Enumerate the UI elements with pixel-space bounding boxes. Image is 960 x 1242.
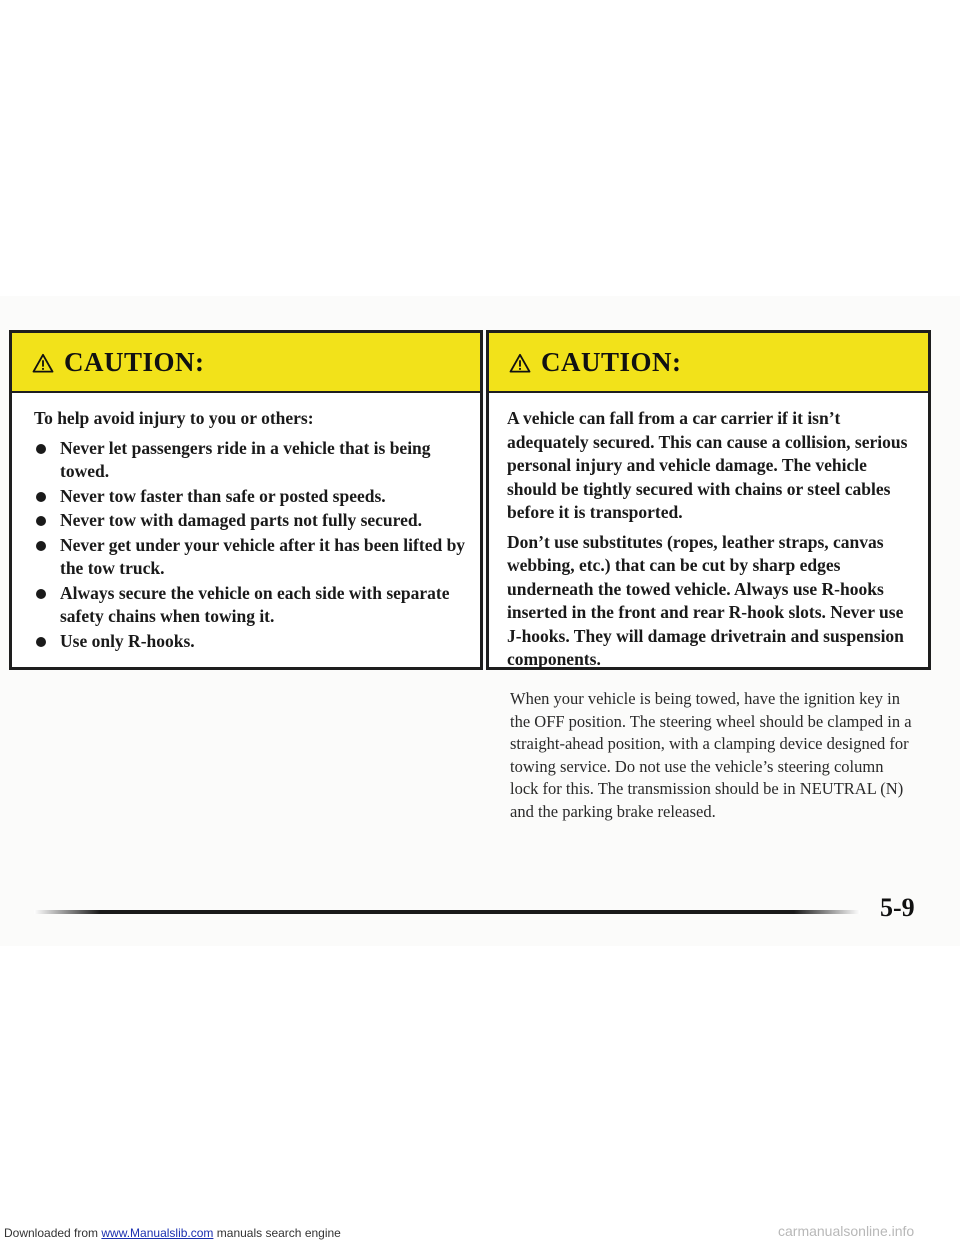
bullet-dot-icon	[36, 637, 46, 647]
caution-bullet-item	[34, 485, 466, 509]
bullet-dot-icon	[36, 516, 46, 526]
footer-suffix: manuals search engine	[213, 1226, 341, 1240]
watermark: carmanualsonline.info	[778, 1223, 915, 1239]
towing-instructions-paragraph: When your vehicle is being towed, have the ignition key in the OFF position. The steering wheel should be clamped in a straight-ahead position, with a clamping device designed for towing service. Do not use the vehicle’s steering column lock for this. The transmission should be in NEUTRAL (N) and the parking brake released.	[510, 689, 912, 821]
footer-prefix: Downloaded from	[4, 1226, 102, 1240]
caution-header-right	[489, 333, 928, 393]
caution-bullet-text: Use only R-hooks.	[60, 630, 195, 651]
caution-box-right	[486, 330, 931, 670]
warning-triangle-icon	[509, 353, 531, 373]
caution-bullet-text: Always secure the vehicle on each side with separate safety chains when towing it.	[60, 582, 450, 626]
caution-title-right: CAUTION:	[541, 346, 682, 377]
caution-title-left: CAUTION:	[64, 346, 205, 377]
caution-bullet-item	[34, 509, 466, 533]
bullet-dot-icon	[36, 589, 46, 599]
caution-body-right	[489, 393, 928, 688]
caution-box-left	[9, 330, 483, 670]
footer-rule	[34, 910, 860, 914]
caution-bullet-text: Never tow with damaged parts not fully secured.	[60, 510, 422, 530]
caution-bullet-text: Never let passengers ride in a vehicle that is being towed.	[60, 437, 431, 481]
caution-paragraph: Don’t use substitutes (ropes, leather straps, canvas webbing, etc.) that can be cut by sharp edges underneath the towed vehicle. Always use R-hooks inserted in the front and rear R-hook slots. Never use J-hooks. They will damage drivetrain and suspension components.	[507, 531, 904, 669]
bullet-dot-icon	[36, 444, 46, 454]
caution-bullet-item	[34, 534, 466, 581]
caution-header-left	[12, 333, 480, 393]
caution-bullet-list	[34, 437, 466, 654]
caution-bullet-item	[34, 630, 466, 654]
warning-triangle-icon	[32, 353, 54, 373]
bullet-dot-icon	[36, 541, 46, 551]
caution-bullet-text: Never tow faster than safe or posted speeds.	[60, 485, 386, 506]
page-number: 5-9	[880, 893, 915, 922]
manualslib-link[interactable]: www.Manualslib.com	[101, 1226, 214, 1240]
caution-body-left	[12, 393, 480, 664]
caution-bullet-item	[34, 437, 466, 484]
caution-bullet-text: Never get under your vehicle after it has been lifted by the tow truck.	[60, 534, 466, 578]
bullet-dot-icon	[36, 492, 46, 502]
caution-intro: To help avoid injury to you or others:	[34, 408, 314, 428]
caution-bullet-item	[34, 582, 466, 629]
caution-paragraph: A vehicle can fall from a car carrier if it isn’t adequately secured. This can cause a collision, serious personal injury and vehicle damage. The vehicle should be tightly secured with chains or steel cables before it is transported.	[507, 408, 908, 522]
download-footer	[4, 1226, 341, 1240]
